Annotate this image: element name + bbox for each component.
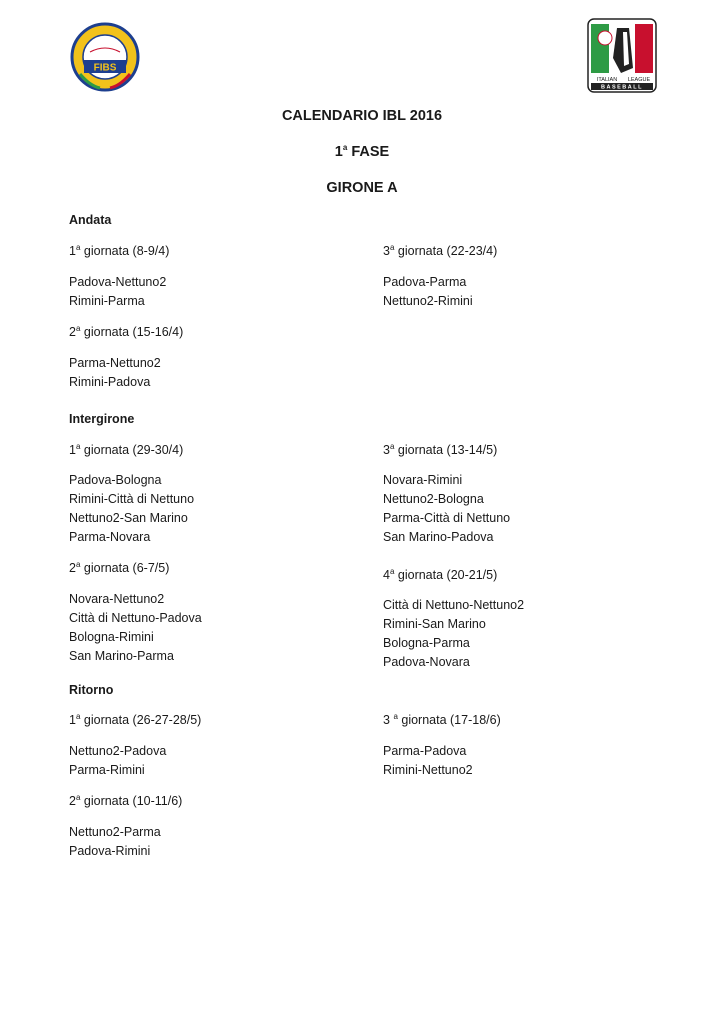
game-item: Rimini-Città di Nettuno bbox=[69, 492, 195, 506]
game-item: Nettuno2-Padova bbox=[69, 744, 167, 758]
round-ordinal: a bbox=[75, 323, 81, 333]
section-andata-heading: Andata bbox=[69, 213, 112, 227]
round-number: 2 bbox=[69, 325, 76, 339]
round-number: 1 bbox=[69, 244, 76, 258]
section-intergirone-heading: Intergirone bbox=[69, 412, 135, 426]
round-heading bbox=[69, 443, 183, 457]
game-item: Rimini-Parma bbox=[69, 294, 145, 308]
round-ordinal: a bbox=[389, 566, 395, 576]
fibs-logo-text: FIBS bbox=[93, 62, 117, 74]
phase-ordinal: a bbox=[342, 143, 348, 153]
fibs-logo bbox=[70, 22, 140, 92]
round-number: 1 bbox=[69, 443, 76, 457]
round-ordinal: a bbox=[393, 711, 398, 721]
round-label: giornata (15-16/4) bbox=[83, 325, 184, 339]
game-item: Parma-Novara bbox=[69, 530, 151, 544]
phase-number: 1 bbox=[334, 144, 343, 160]
game-item: Città di Nettuno-Padova bbox=[69, 611, 202, 625]
page-title: CALENDARIO IBL 2016 bbox=[281, 108, 443, 124]
round-number: 3 bbox=[383, 244, 390, 258]
phase-title bbox=[262, 144, 462, 160]
round-heading bbox=[383, 713, 501, 727]
round-number: 1 bbox=[69, 713, 76, 727]
game-item: Nettuno2-Rimini bbox=[383, 294, 473, 308]
game-item: Nettuno2-Parma bbox=[69, 825, 161, 839]
round-label: giornata (13-14/5) bbox=[397, 443, 498, 457]
round-heading bbox=[69, 244, 169, 258]
round-heading bbox=[69, 325, 183, 339]
round-number: 2 bbox=[69, 561, 76, 575]
game-item: Padova-Novara bbox=[383, 655, 470, 669]
logo-text-league: LEAGUE bbox=[627, 77, 651, 83]
game-item: Padova-Parma bbox=[383, 275, 467, 289]
logo-text-italian: ITALIAN bbox=[596, 77, 618, 83]
game-item: Bologna-Parma bbox=[383, 636, 470, 650]
round-number: 3 bbox=[383, 713, 394, 727]
round-ordinal: a bbox=[389, 441, 395, 451]
game-item: Nettuno2-San Marino bbox=[69, 511, 188, 525]
round-label: giornata (20-21/5) bbox=[397, 568, 498, 582]
logo-text-baseball: BASEBALL bbox=[601, 84, 643, 91]
round-heading bbox=[383, 443, 497, 457]
game-item: Padova-Rimini bbox=[69, 844, 151, 858]
game-item: Nettuno2-Bologna bbox=[383, 492, 484, 506]
game-item: Rimini-Padova bbox=[69, 375, 151, 389]
group-title: GIRONE A bbox=[326, 180, 398, 196]
round-ordinal: a bbox=[75, 242, 81, 252]
game-item: Parma-Padova bbox=[383, 744, 467, 758]
game-item: Novara-Rimini bbox=[383, 473, 463, 487]
round-number: 3 bbox=[383, 443, 390, 457]
game-item: San Marino-Parma bbox=[69, 649, 174, 663]
round-label: giornata (22-23/4) bbox=[397, 244, 498, 258]
round-label: giornata (10-11/6) bbox=[83, 794, 183, 808]
round-ordinal: a bbox=[389, 242, 395, 252]
round-heading bbox=[69, 561, 169, 575]
round-heading bbox=[69, 794, 182, 808]
game-item: Padova-Nettuno2 bbox=[69, 275, 167, 289]
phase-label: FASE bbox=[351, 144, 390, 160]
italian-league-baseball-logo bbox=[587, 18, 657, 93]
round-ordinal: a bbox=[75, 441, 81, 451]
round-heading bbox=[383, 244, 497, 258]
game-item: Padova-Bologna bbox=[69, 473, 162, 487]
round-heading bbox=[69, 713, 201, 727]
round-label: giornata (6-7/5) bbox=[83, 561, 170, 575]
game-item: Parma-Rimini bbox=[69, 763, 145, 777]
round-heading bbox=[383, 568, 497, 582]
game-item: Parma-Nettuno2 bbox=[69, 356, 161, 370]
game-item: Rimini-San Marino bbox=[383, 617, 486, 631]
round-label: giornata (17-18/6) bbox=[401, 713, 501, 727]
round-ordinal: a bbox=[75, 711, 81, 721]
round-ordinal: a bbox=[75, 792, 81, 802]
round-ordinal: a bbox=[75, 559, 81, 569]
game-item: San Marino-Padova bbox=[383, 530, 494, 544]
game-item: Rimini-Nettuno2 bbox=[383, 763, 473, 777]
game-item: Bologna-Rimini bbox=[69, 630, 154, 644]
game-item: Novara-Nettuno2 bbox=[69, 592, 165, 606]
section-ritorno-heading: Ritorno bbox=[69, 683, 114, 697]
game-item: Parma-Città di Nettuno bbox=[383, 511, 511, 525]
round-label: giornata (8-9/4) bbox=[83, 244, 170, 258]
round-number: 2 bbox=[69, 794, 76, 808]
round-number: 4 bbox=[383, 568, 390, 582]
round-label: giornata (26-27-28/5) bbox=[83, 713, 202, 727]
round-label: giornata (29-30/4) bbox=[83, 443, 184, 457]
game-item: Città di Nettuno-Nettuno2 bbox=[383, 598, 525, 612]
